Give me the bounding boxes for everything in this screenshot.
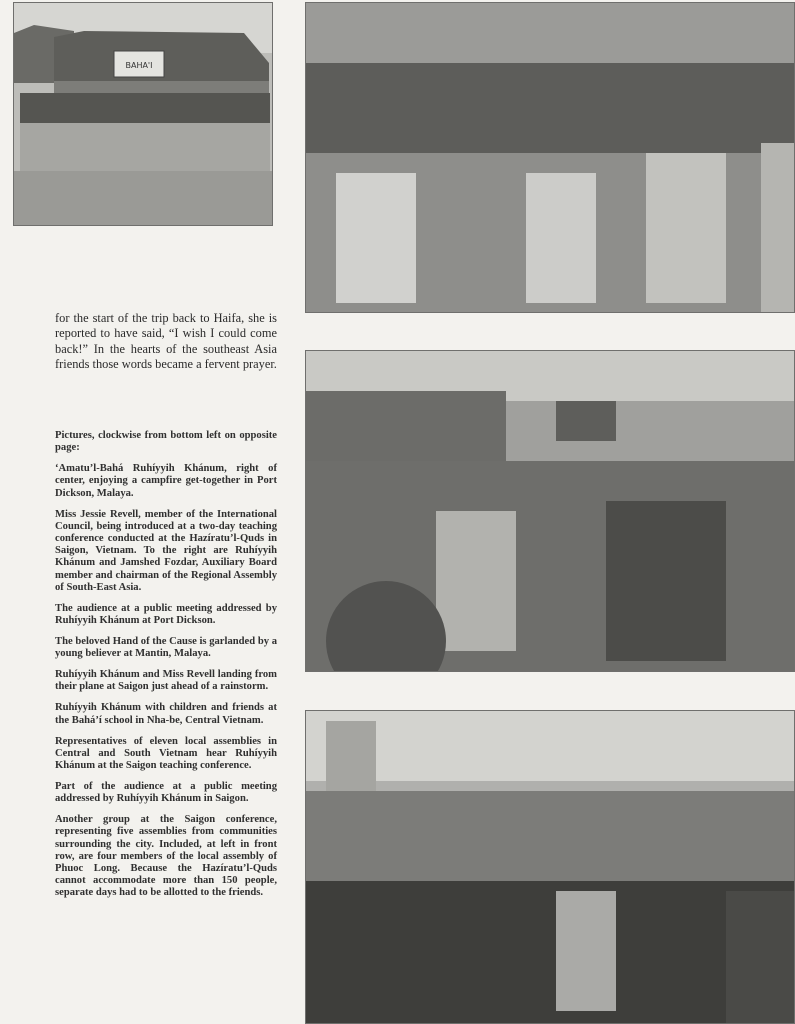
caption-item: ‘Amatu’l-Bahá Ruhíyyih Khánum, right of center, enjoying a campfire get-together in Port Dickson, Malaya. <box>55 463 277 499</box>
intro-paragraph: for the start of the trip back to Haifa, she is reported to have said, “I wish I could come back!” In the hearts of the southeast Asia friends those words became a fervent prayer. <box>55 311 277 372</box>
caption-item: Another group at the Saigon conference, representing five assemblies from communities surrounding the city. Included, at left in front row, are four members of the local assembly of Phuoc Long. Because the Hazíratu’l-Quds cannot accommodate more than 150 people, separate days had to be allotted to the friends. <box>55 814 277 899</box>
caption-heading: Pictures, clockwise from bottom left on opposite page: <box>55 430 277 454</box>
photo-saigon-conference-group <box>305 710 795 1024</box>
audience-scene-3 <box>306 711 794 1023</box>
school-sign-text: BAHA'I <box>125 61 153 70</box>
caption-item: The beloved Hand of the Cause is garlanded by a young believer at Mantin, Malaya. <box>55 636 277 660</box>
caption-item: Ruhíyyih Khánum with children and friends at the Bahá’í school in Nha-be, Central Vietnam. <box>55 702 277 726</box>
audience-scene-1 <box>306 3 794 312</box>
school-scene <box>14 3 272 225</box>
caption-item: Miss Jessie Revell, member of the International Council, being introduced at a two-day teaching conference conducted at the Hazíratu’l-Quds in Saigon, Vietnam. To the right are Ruhíyyih Khánum and Jamshed Fozdar, Auxiliary Board member and chairman of the Regional Assembly of South-East Asia. <box>55 508 277 593</box>
photo-saigon-assemblies <box>305 2 795 313</box>
audience-scene-2 <box>306 351 794 671</box>
caption-item: Representatives of eleven local assemblies in Central and South Vietnam hear Ruhíyyih Khánum at the Saigon teaching conference. <box>55 735 277 772</box>
children-group <box>20 93 270 173</box>
ground <box>14 171 272 225</box>
photo-school-group <box>13 2 273 226</box>
caption-item: The audience at a public meeting addressed by Ruhíyyih Khánum at Port Dickson. <box>55 602 277 627</box>
photo-saigon-public-meeting <box>305 350 795 672</box>
caption-item: Part of the audience at a public meeting addressed by Ruhíyyih Khánum in Saigon. <box>55 781 277 805</box>
caption-list <box>55 430 277 908</box>
caption-item: Ruhíyyih Khánum and Miss Revell landing from their plane at Saigon just ahead of a rainstorm. <box>55 669 277 693</box>
